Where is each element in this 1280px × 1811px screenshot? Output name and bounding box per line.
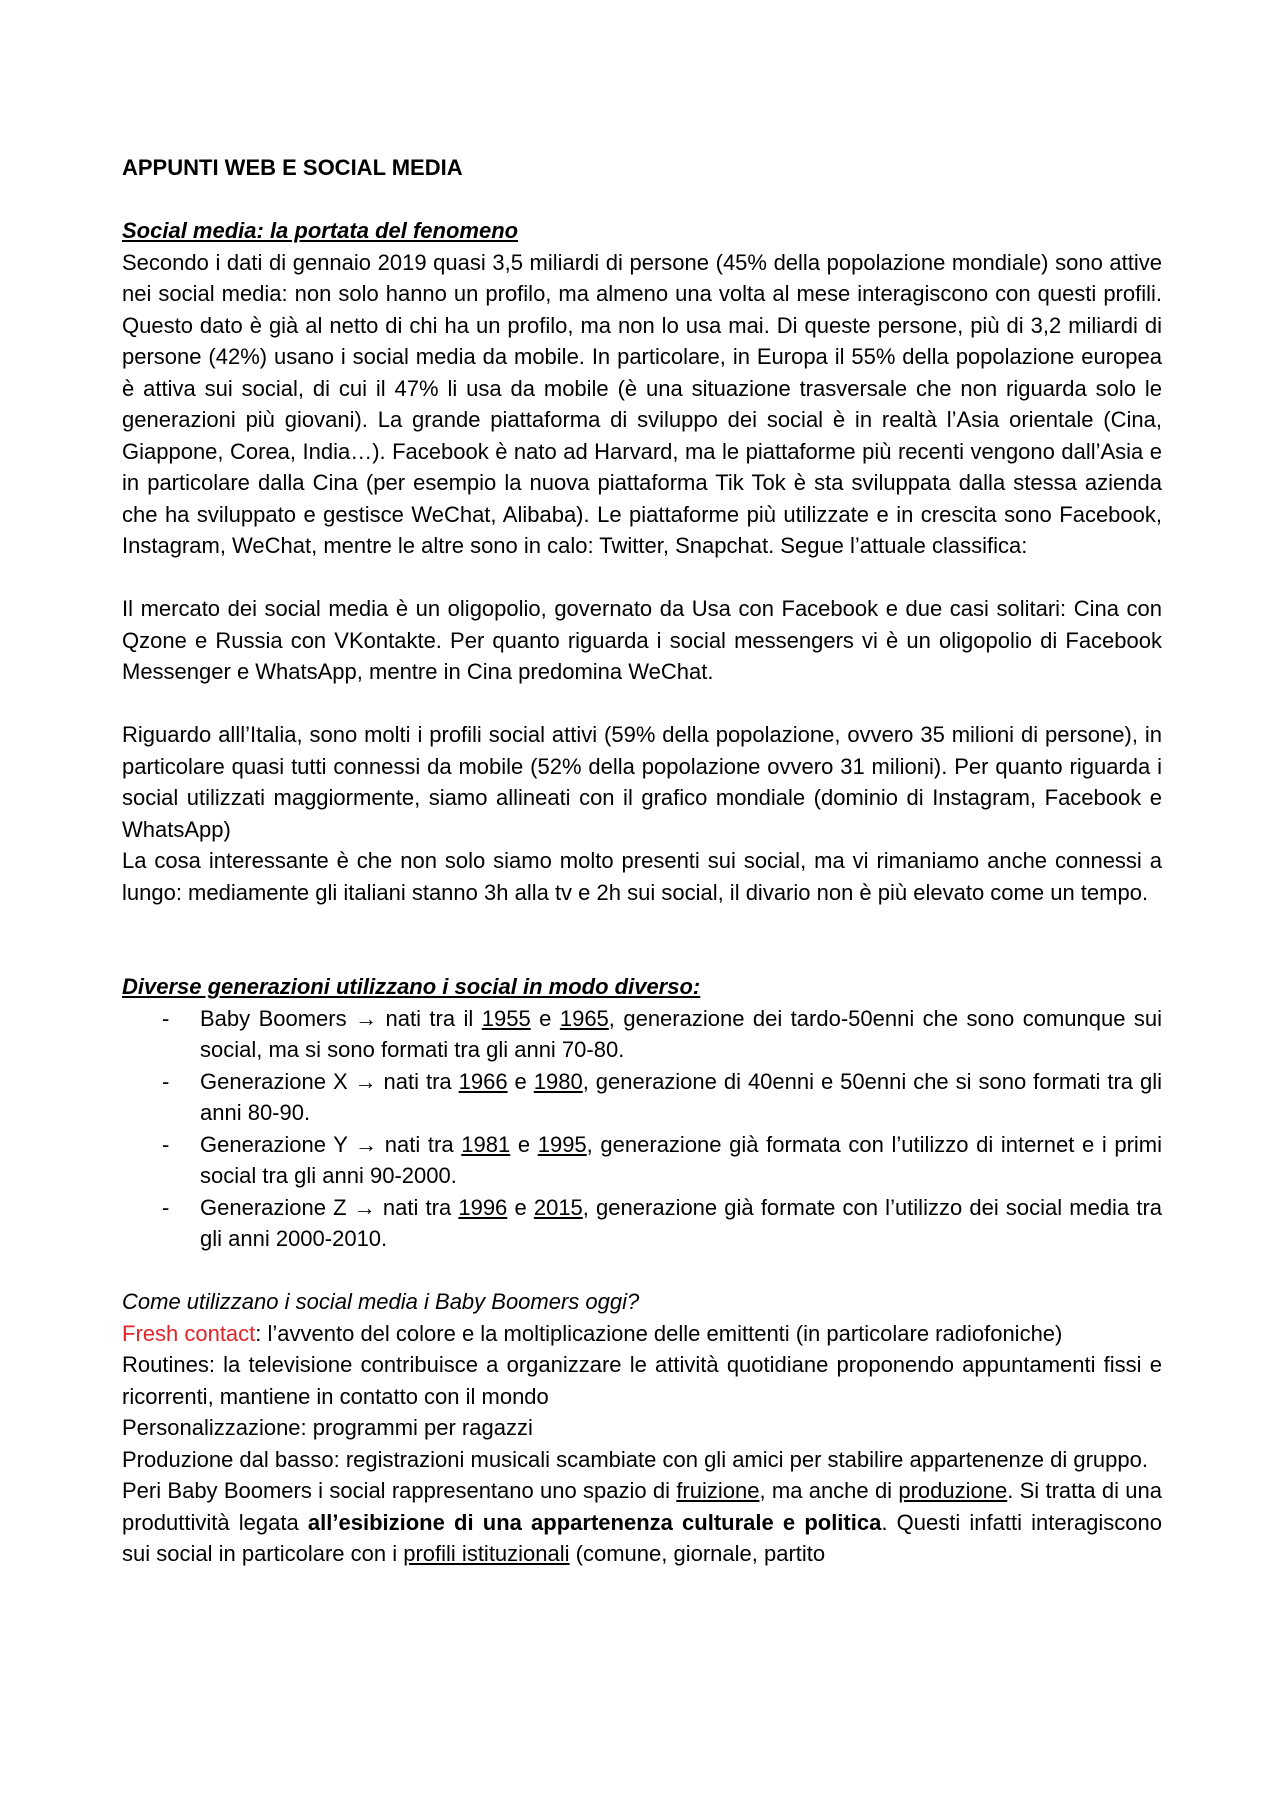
paragraph-italy: Riguardo alll’Italia, sono molti i profili social attivi (59% della popolazione, ovvero 35 milioni di persone), in particolare quasi tutti connessi da mobile (52% della popolazione ovvero 31 milioni). Per quanto riguarda i social utilizzati maggiormente, siamo allineati con il grafico mondiale (dominio di Instagram, Facebook e WhatsApp) <box>122 722 1162 842</box>
generation-text: , generazione già formata con l’utilizzo di internet e i primi social tra gli anni 90-2000. <box>200 1131 1163 1188</box>
document-title: APPUNTI WEB E SOCIAL MEDIA <box>122 155 463 180</box>
section-heading-social-media: Social media: la portata del fenomeno <box>122 218 519 243</box>
generation-text: , generazione dei tardo-50enni che sono comunque sui social, ma si sono formati tra gli anni 70-80. <box>200 1005 1163 1062</box>
dash-bullet: - <box>162 1005 170 1031</box>
list-item <box>122 1066 1162 1129</box>
generation-name: Baby Boomers <box>200 1005 347 1031</box>
year-start: 1996 <box>458 1194 508 1220</box>
arrow-icon: → <box>353 1194 376 1220</box>
paragraph-time-spent: La cosa interessante è che non solo siamo molto presenti sui social, ma vi rimaniamo anche connessi a lungo: mediamente gli italiani stanno 3h alla tv e 2h sui social, il divario non è più elevato come un tempo. <box>122 848 1162 905</box>
generation-text: nati tra <box>375 1194 459 1220</box>
arrow-icon: → <box>354 1068 377 1094</box>
fresh-contact-text: : l’avvento del colore e la moltiplicazione delle emittenti (in particolare radiofoniche) <box>255 1320 1063 1346</box>
generation-name: Generazione X <box>200 1068 348 1094</box>
dash-bullet: - <box>162 1131 170 1157</box>
year-end: 1965 <box>559 1005 609 1031</box>
generation-text: nati tra <box>377 1131 462 1157</box>
generation-text: e <box>507 1194 534 1220</box>
fresh-contact-label: Fresh contact <box>122 1320 256 1346</box>
year-start: 1981 <box>461 1131 511 1157</box>
paragraph-oligopoly: Il mercato dei social media è un oligopolio, governato da Usa con Facebook e due casi solitari: Cina con Qzone e Russia con VKontakte. Per quanto riguarda i social messengers vi è un oligopolio di Facebook Messenger e WhatsApp, mentre in Cina predomina WeChat. <box>122 596 1162 684</box>
paragraph-statistics: Secondo i dati di gennaio 2019 quasi 3,5 miliardi di persone (45% della popolazione mondiale) sono attive nei social media: non solo hanno un profilo, ma almeno una volta al mese interagiscono con questi profili. Questo dato è già al netto di chi ha un profilo, ma non lo usa mai. Di queste persone, più di 3,2 miliardi di persone (42%) usano i social media da mobile. In particolare, in Europa il 55% della popolazione europea è attiva sui social, di cui il 47% li usa da mobile (è una situazione trasversale che non riguarda solo le generazioni più giovani). La grande piattaforma di sviluppo dei social è in realtà l’Asia orientale (Cina, Giappone, Corea, India…). Facebook è nato ad Harvard, ma le piattaforme più recenti vengono dall’Asia e in particolare dalla Cina (per esempio la nuova piattaforma Tik Tok è sta sviluppata dalla stessa azienda che ha sviluppato e gestisce WeChat, Alibaba). Le piattaforme più utilizzate e in crescita sono Facebook, Instagram, WeChat, mentre le altre sono in calo: Twitter, Snapchat. Segue l’attuale classifica: <box>122 249 1162 558</box>
section-heading-generations: Diverse generazioni utilizzano i social in modo diverso: <box>122 974 701 999</box>
paragraph-baby-boomers-social <box>122 1475 1162 1570</box>
text-run: . Si tratta di una produttività legata <box>122 1478 1163 1535</box>
paragraph-fresh-contact <box>122 1318 1162 1350</box>
arrow-icon: → <box>355 1005 378 1031</box>
generation-text: nati tra <box>376 1068 459 1094</box>
year-start: 1955 <box>481 1005 531 1031</box>
generation-text: e <box>507 1068 534 1094</box>
underlined-term: profili istituzionali <box>403 1541 570 1566</box>
spacer <box>122 688 1162 720</box>
spacer <box>122 562 1162 594</box>
generation-text: , generazione già formate con l’utilizzo dei social media tra gli anni 2000-2010. <box>200 1194 1162 1251</box>
text-run: (comune, giornale, partito <box>569 1541 826 1566</box>
arrow-icon: → <box>355 1131 378 1157</box>
underlined-term: fruizione <box>676 1478 760 1503</box>
spacer <box>122 908 1162 971</box>
text-run: . Questi infatti interagiscono sui social in particolare con i <box>122 1509 1163 1566</box>
underlined-term: produzione <box>898 1478 1008 1503</box>
generation-name: Generazione Y <box>200 1131 348 1157</box>
bold-phrase: all’esibizione di una appartenenza culturale e politica <box>307 1509 882 1535</box>
paragraph-personalizzazione: Personalizzazione: programmi per ragazzi <box>122 1415 533 1440</box>
paragraph-routines: Routines: la televisione contribuisce a organizzare le attività quotidiane proponendo appuntamenti fissi e ricorrenti, mantiene in contatto con il mondo <box>122 1352 1162 1409</box>
generation-text: e <box>510 1131 538 1157</box>
paragraph-produzione: Produzione dal basso: registrazioni musicali scambiate con gli amici per stabilire appartenenze di gruppo. <box>122 1446 1148 1472</box>
year-end: 2015 <box>533 1194 583 1220</box>
list-item <box>122 1192 1162 1255</box>
list-item <box>122 1129 1162 1192</box>
text-run: , ma anche di <box>759 1478 899 1503</box>
question-baby-boomers: Come utilizzano i social media i Baby Boomers oggi? <box>122 1289 640 1314</box>
year-end: 1980 <box>533 1068 583 1094</box>
generations-list <box>122 1003 1162 1255</box>
list-item <box>122 1003 1162 1066</box>
generation-text: nati tra il <box>377 1005 482 1031</box>
generation-text: e <box>530 1005 560 1031</box>
text-run: Peri Baby Boomers i social rappresentano uno spazio di <box>122 1478 677 1503</box>
generation-text: , generazione di 40enni e 50enni che si sono formati tra gli anni 80-90. <box>200 1068 1163 1125</box>
generation-name: Generazione Z <box>200 1194 347 1220</box>
document-body <box>122 152 1162 1570</box>
dash-bullet: - <box>162 1068 170 1094</box>
spacer <box>122 1255 1162 1287</box>
dash-bullet: - <box>162 1194 170 1220</box>
year-start: 1966 <box>458 1068 508 1094</box>
year-end: 1995 <box>537 1131 587 1157</box>
